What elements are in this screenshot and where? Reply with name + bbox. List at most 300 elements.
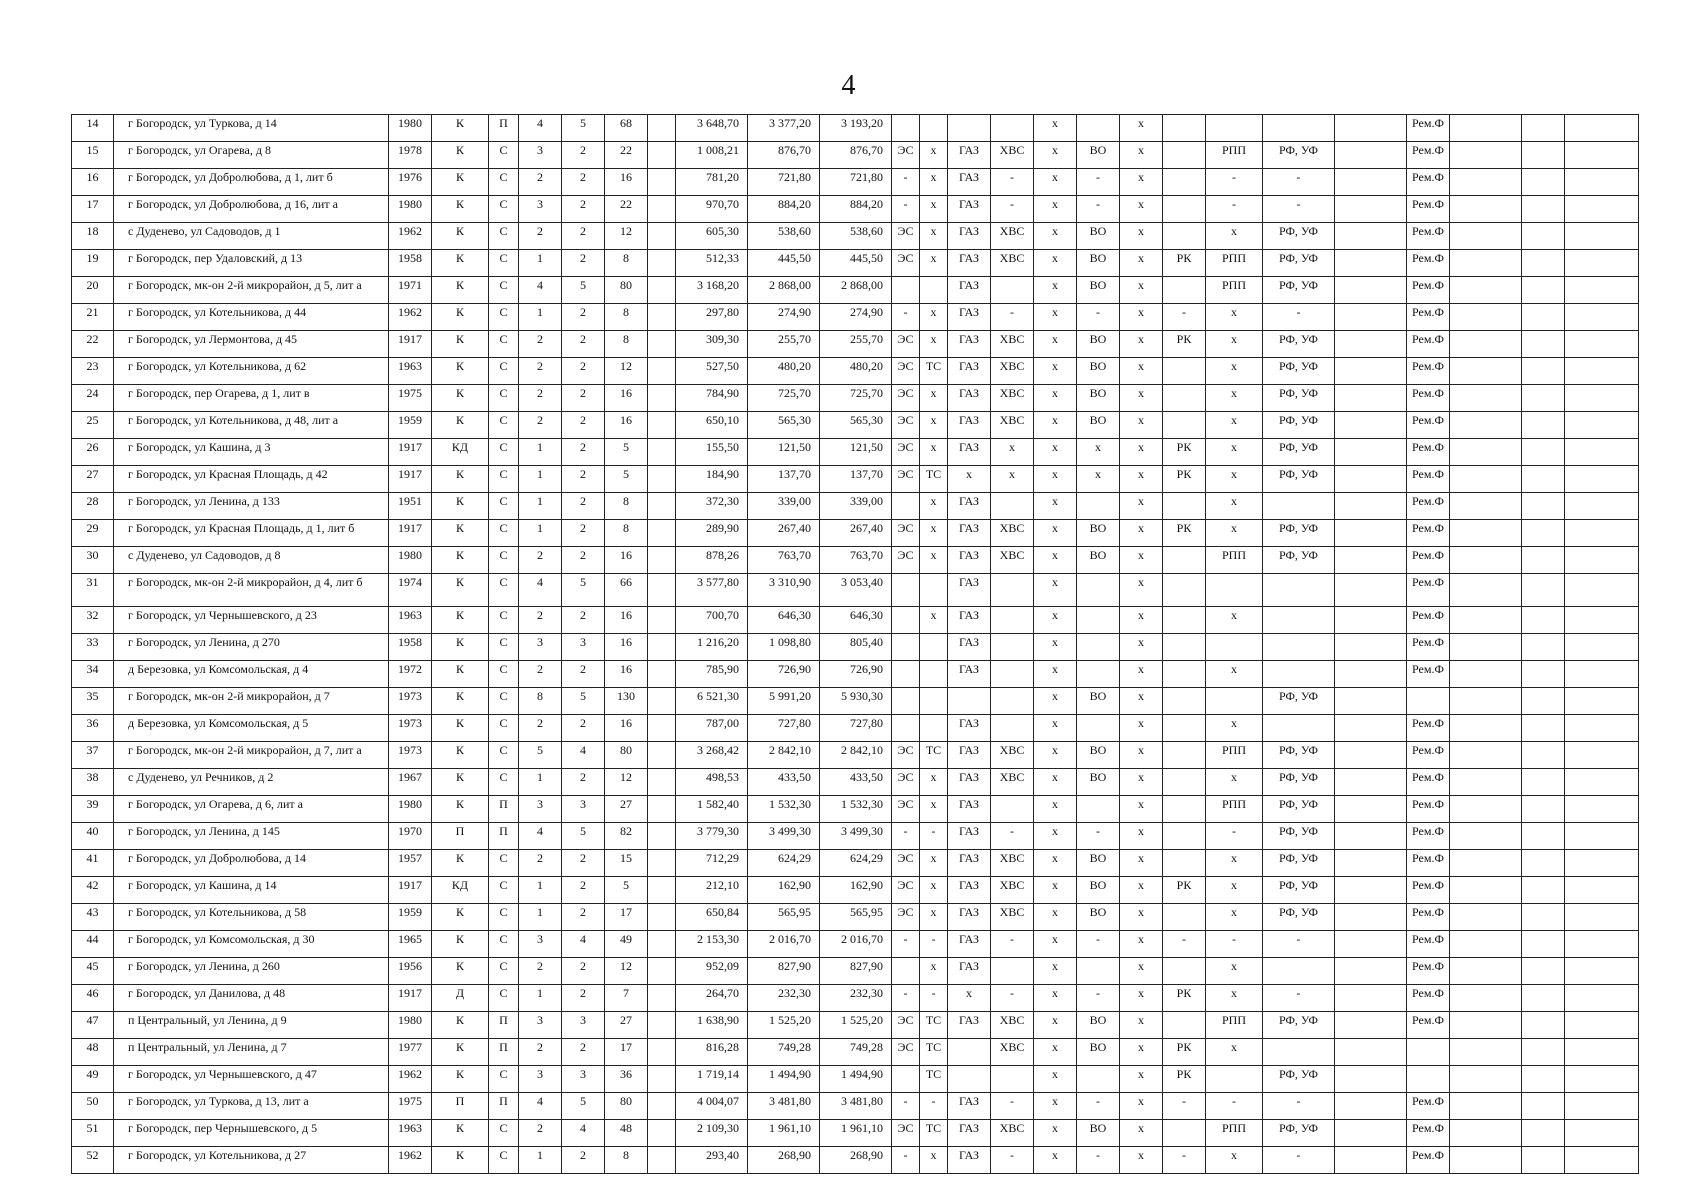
table-cell: х bbox=[1034, 1093, 1077, 1120]
table-cell: х bbox=[1034, 877, 1077, 904]
table-cell: ХВС bbox=[991, 223, 1034, 250]
table-cell: 5 bbox=[562, 115, 605, 142]
table-cell bbox=[648, 142, 676, 169]
table-cell bbox=[648, 169, 676, 196]
table-cell: ГАЗ bbox=[948, 196, 991, 223]
table-cell: х bbox=[920, 304, 948, 331]
table-cell bbox=[1522, 742, 1565, 769]
table-cell bbox=[648, 958, 676, 985]
table-row bbox=[72, 115, 1639, 142]
table-cell: х bbox=[1120, 634, 1163, 661]
table-cell bbox=[1565, 904, 1639, 931]
table-cell: 162,90 bbox=[820, 877, 892, 904]
table-cell: Рем.Ф bbox=[1407, 823, 1450, 850]
table-cell: 1 bbox=[519, 904, 562, 931]
table-cell bbox=[648, 769, 676, 796]
table-cell bbox=[1522, 169, 1565, 196]
table-cell: К bbox=[432, 1012, 489, 1039]
table-cell: х bbox=[920, 850, 948, 877]
table-cell: - bbox=[991, 169, 1034, 196]
table-cell: х bbox=[1206, 904, 1263, 931]
table-cell: К bbox=[432, 850, 489, 877]
table-cell: 2 bbox=[519, 331, 562, 358]
table-cell bbox=[648, 1120, 676, 1147]
table-cell bbox=[1565, 520, 1639, 547]
table-cell: К bbox=[432, 385, 489, 412]
table-cell: х bbox=[1120, 877, 1163, 904]
table-cell: 339,00 bbox=[820, 493, 892, 520]
table-cell: х bbox=[1206, 466, 1263, 493]
table-cell: 2 bbox=[562, 169, 605, 196]
table-cell: ТС bbox=[920, 1120, 948, 1147]
table-cell: Рем.Ф bbox=[1407, 223, 1450, 250]
table-cell bbox=[1077, 661, 1120, 688]
table-cell bbox=[1450, 688, 1522, 715]
row-number: 45 bbox=[72, 958, 114, 985]
table-cell: 727,80 bbox=[748, 715, 820, 742]
table-cell: 1977 bbox=[389, 1039, 432, 1066]
table-cell: - bbox=[991, 304, 1034, 331]
table-cell: П bbox=[489, 1012, 519, 1039]
address-cell: г Богородск, ул Котельникова, д 44 bbox=[114, 304, 389, 331]
table-cell bbox=[1335, 796, 1407, 823]
table-cell: 538,60 bbox=[748, 223, 820, 250]
table-cell: ЭС bbox=[892, 250, 920, 277]
table-cell: 2 bbox=[562, 850, 605, 877]
table-cell: ХВС bbox=[991, 331, 1034, 358]
table-cell: - bbox=[1163, 931, 1206, 958]
table-cell: 3 bbox=[562, 796, 605, 823]
table-cell: РФ, УФ bbox=[1263, 904, 1335, 931]
table-cell bbox=[648, 547, 676, 574]
table-cell: х bbox=[1206, 607, 1263, 634]
table-cell: РПП bbox=[1206, 1012, 1263, 1039]
table-cell: 2 bbox=[562, 661, 605, 688]
table-cell bbox=[1522, 520, 1565, 547]
table-cell: С bbox=[489, 358, 519, 385]
table-cell: РПП bbox=[1206, 142, 1263, 169]
address-cell: г Богородск, ул Добролюбова, д 1, лит б bbox=[114, 169, 389, 196]
address-cell: г Богородск, ул Туркова, д 13, лит а bbox=[114, 1093, 389, 1120]
table-cell: 1 961,10 bbox=[748, 1120, 820, 1147]
table-cell: РФ, УФ bbox=[1263, 1120, 1335, 1147]
table-cell: х bbox=[1034, 385, 1077, 412]
table-cell: 646,30 bbox=[748, 607, 820, 634]
table-cell: РК bbox=[1163, 985, 1206, 1012]
table-cell bbox=[1522, 904, 1565, 931]
table-cell: 289,90 bbox=[676, 520, 748, 547]
table-cell: х bbox=[1120, 169, 1163, 196]
table-cell bbox=[1450, 304, 1522, 331]
table-cell: х bbox=[1120, 547, 1163, 574]
table-cell: 48 bbox=[605, 1120, 648, 1147]
table-cell bbox=[648, 412, 676, 439]
table-cell: РПП bbox=[1206, 796, 1263, 823]
table-cell: 2 153,30 bbox=[676, 931, 748, 958]
table-cell bbox=[648, 277, 676, 304]
table-cell: К bbox=[432, 493, 489, 520]
table-cell: С bbox=[489, 634, 519, 661]
table-cell bbox=[892, 661, 920, 688]
table-cell: 1 494,90 bbox=[748, 1066, 820, 1093]
table-cell: 155,50 bbox=[676, 439, 748, 466]
table-cell: К bbox=[432, 304, 489, 331]
table-cell: х bbox=[1206, 1147, 1263, 1174]
table-cell bbox=[1522, 304, 1565, 331]
table-cell: ВО bbox=[1077, 1120, 1120, 1147]
table-cell bbox=[1565, 661, 1639, 688]
table-cell: - bbox=[892, 931, 920, 958]
table-cell: 5 bbox=[605, 877, 648, 904]
table-cell: 82 bbox=[605, 823, 648, 850]
table-cell: 22 bbox=[605, 142, 648, 169]
table-cell: - bbox=[1263, 1093, 1335, 1120]
table-cell bbox=[1077, 1066, 1120, 1093]
table-cell: ГАЗ bbox=[948, 850, 991, 877]
table-cell: х bbox=[920, 142, 948, 169]
table-cell: 781,20 bbox=[676, 169, 748, 196]
table-cell: 445,50 bbox=[748, 250, 820, 277]
table-cell bbox=[1450, 634, 1522, 661]
table-cell: ХВС bbox=[991, 850, 1034, 877]
table-cell: х bbox=[1120, 304, 1163, 331]
table-cell: 268,90 bbox=[820, 1147, 892, 1174]
table-cell bbox=[1450, 358, 1522, 385]
table-cell: х bbox=[1120, 1012, 1163, 1039]
row-number: 35 bbox=[72, 688, 114, 715]
table-cell: Рем.Ф bbox=[1407, 277, 1450, 304]
table-cell: х bbox=[1120, 823, 1163, 850]
table-cell bbox=[1335, 1147, 1407, 1174]
table-cell: - bbox=[892, 169, 920, 196]
address-cell: г Богородск, ул Кашина, д 3 bbox=[114, 439, 389, 466]
table-cell: х bbox=[1120, 769, 1163, 796]
table-cell bbox=[1263, 607, 1335, 634]
table-cell bbox=[1450, 1039, 1522, 1066]
table-cell: 3 bbox=[519, 1012, 562, 1039]
table-cell: К bbox=[432, 688, 489, 715]
table-cell: РК bbox=[1163, 520, 1206, 547]
table-cell bbox=[1522, 958, 1565, 985]
table-cell: х bbox=[1034, 250, 1077, 277]
table-cell: 1 bbox=[519, 466, 562, 493]
table-cell: 1 bbox=[519, 304, 562, 331]
table-cell: ГАЗ bbox=[948, 607, 991, 634]
table-cell: 725,70 bbox=[820, 385, 892, 412]
table-cell bbox=[1263, 1039, 1335, 1066]
table-cell: Рем.Ф bbox=[1407, 1120, 1450, 1147]
table-row bbox=[72, 574, 1639, 607]
table-cell: 498,53 bbox=[676, 769, 748, 796]
table-cell: Рем.Ф bbox=[1407, 169, 1450, 196]
table-cell: С bbox=[489, 985, 519, 1012]
table-cell: 565,30 bbox=[820, 412, 892, 439]
table-cell: 1975 bbox=[389, 1093, 432, 1120]
table-cell bbox=[648, 466, 676, 493]
table-cell: 1 bbox=[519, 493, 562, 520]
row-number: 27 bbox=[72, 466, 114, 493]
table-cell: - bbox=[991, 985, 1034, 1012]
table-cell: - bbox=[1077, 1093, 1120, 1120]
table-cell: ГАЗ bbox=[948, 661, 991, 688]
table-cell: х bbox=[1120, 196, 1163, 223]
table-cell bbox=[1565, 1093, 1639, 1120]
table-cell: 816,28 bbox=[676, 1039, 748, 1066]
table-cell bbox=[1335, 1039, 1407, 1066]
table-cell: 721,80 bbox=[748, 169, 820, 196]
table-cell: 1970 bbox=[389, 823, 432, 850]
table-cell: х bbox=[948, 466, 991, 493]
table-cell: 5 bbox=[605, 466, 648, 493]
table-cell: ХВС bbox=[991, 358, 1034, 385]
table-cell: х bbox=[1206, 385, 1263, 412]
table-cell: 16 bbox=[605, 547, 648, 574]
table-cell: 4 bbox=[562, 931, 605, 958]
table-cell: 2 bbox=[519, 661, 562, 688]
table-cell: ГАЗ bbox=[948, 142, 991, 169]
table-cell: х bbox=[1206, 985, 1263, 1012]
table-cell: 293,40 bbox=[676, 1147, 748, 1174]
row-number: 36 bbox=[72, 715, 114, 742]
table-cell: 726,90 bbox=[748, 661, 820, 688]
address-cell: г Богородск, пер Чернышевского, д 5 bbox=[114, 1120, 389, 1147]
table-cell bbox=[1450, 547, 1522, 574]
table-cell: ХВС bbox=[991, 250, 1034, 277]
table-cell: х bbox=[920, 607, 948, 634]
table-cell bbox=[1565, 223, 1639, 250]
table-cell: х bbox=[1120, 985, 1163, 1012]
table-cell: С bbox=[489, 196, 519, 223]
table-cell bbox=[1522, 985, 1565, 1012]
table-cell bbox=[991, 661, 1034, 688]
table-cell bbox=[1565, 466, 1639, 493]
table-cell bbox=[1450, 904, 1522, 931]
table-row bbox=[72, 385, 1639, 412]
table-cell: 137,70 bbox=[748, 466, 820, 493]
table-cell bbox=[1263, 661, 1335, 688]
table-cell: Рем.Ф bbox=[1407, 904, 1450, 931]
address-cell: г Богородск, ул Данилова, д 48 bbox=[114, 985, 389, 1012]
table-cell bbox=[1565, 634, 1639, 661]
table-cell bbox=[648, 520, 676, 547]
table-cell: Рем.Ф bbox=[1407, 796, 1450, 823]
table-cell: 1962 bbox=[389, 1147, 432, 1174]
table-cell: К bbox=[432, 466, 489, 493]
table-cell: ГАЗ bbox=[948, 331, 991, 358]
table-cell bbox=[648, 115, 676, 142]
table-cell: х bbox=[1120, 958, 1163, 985]
table-cell: ХВС bbox=[991, 385, 1034, 412]
table-cell: 2 bbox=[562, 877, 605, 904]
table-cell: х bbox=[1034, 1120, 1077, 1147]
table-cell bbox=[1565, 250, 1639, 277]
row-number: 34 bbox=[72, 661, 114, 688]
table-cell: 1 582,40 bbox=[676, 796, 748, 823]
table-cell: К bbox=[432, 223, 489, 250]
table-cell bbox=[1163, 823, 1206, 850]
table-cell: ВО bbox=[1077, 688, 1120, 715]
table-cell: х bbox=[1120, 466, 1163, 493]
table-cell: - bbox=[1163, 1147, 1206, 1174]
table-cell: х bbox=[1206, 223, 1263, 250]
table-cell: РК bbox=[1163, 250, 1206, 277]
table-cell: 255,70 bbox=[820, 331, 892, 358]
table-cell bbox=[1206, 115, 1263, 142]
table-cell bbox=[1077, 574, 1120, 607]
table-cell: С bbox=[489, 958, 519, 985]
table-cell: К bbox=[432, 331, 489, 358]
table-cell bbox=[991, 958, 1034, 985]
row-number: 20 bbox=[72, 277, 114, 304]
table-cell: РФ, УФ bbox=[1263, 439, 1335, 466]
table-cell: х bbox=[1120, 1039, 1163, 1066]
table-cell bbox=[1163, 661, 1206, 688]
table-cell: Рем.Ф bbox=[1407, 877, 1450, 904]
table-cell: 274,90 bbox=[748, 304, 820, 331]
table-cell: ГАЗ bbox=[948, 823, 991, 850]
table-cell: 784,90 bbox=[676, 385, 748, 412]
table-cell: РФ, УФ bbox=[1263, 250, 1335, 277]
table-cell: К bbox=[432, 277, 489, 304]
table-cell: - bbox=[1077, 196, 1120, 223]
table-cell: 2 bbox=[562, 607, 605, 634]
table-cell: 2 bbox=[562, 358, 605, 385]
table-cell: К bbox=[432, 661, 489, 688]
table-cell: РК bbox=[1163, 877, 1206, 904]
table-cell: 5 991,20 bbox=[748, 688, 820, 715]
table-cell bbox=[1450, 796, 1522, 823]
table-cell bbox=[1522, 493, 1565, 520]
table-cell: РК bbox=[1163, 1066, 1206, 1093]
table-row bbox=[72, 412, 1639, 439]
table-cell: х bbox=[920, 547, 948, 574]
table-row bbox=[72, 1066, 1639, 1093]
table-cell: - bbox=[920, 985, 948, 1012]
table-cell: х bbox=[920, 331, 948, 358]
table-cell: 1 532,30 bbox=[748, 796, 820, 823]
table-cell bbox=[1163, 493, 1206, 520]
table-cell: ГАЗ bbox=[948, 385, 991, 412]
table-cell: ЭС bbox=[892, 1039, 920, 1066]
table-cell bbox=[1565, 196, 1639, 223]
table-cell bbox=[1335, 520, 1407, 547]
table-cell: К bbox=[432, 142, 489, 169]
table-body bbox=[72, 115, 1639, 1174]
table-cell: Рем.Ф bbox=[1407, 607, 1450, 634]
table-cell bbox=[648, 877, 676, 904]
table-cell bbox=[1522, 1093, 1565, 1120]
table-cell: С bbox=[489, 607, 519, 634]
table-cell bbox=[1077, 715, 1120, 742]
table-cell: х bbox=[1206, 493, 1263, 520]
address-cell: г Богородск, ул Ленина, д 133 bbox=[114, 493, 389, 520]
table-row bbox=[72, 277, 1639, 304]
table-cell: С bbox=[489, 142, 519, 169]
table-cell: 15 bbox=[605, 850, 648, 877]
table-cell: 624,29 bbox=[820, 850, 892, 877]
table-cell: 8 bbox=[605, 331, 648, 358]
table-cell bbox=[648, 715, 676, 742]
table-cell: 2 bbox=[519, 223, 562, 250]
row-number: 15 bbox=[72, 142, 114, 169]
table-cell: 2 bbox=[519, 1039, 562, 1066]
table-cell bbox=[1335, 823, 1407, 850]
table-cell bbox=[648, 439, 676, 466]
table-cell bbox=[1163, 115, 1206, 142]
table-cell: РФ, УФ bbox=[1263, 742, 1335, 769]
table-cell: х bbox=[1206, 1039, 1263, 1066]
table-cell: 1 719,14 bbox=[676, 1066, 748, 1093]
table-cell: - bbox=[1077, 169, 1120, 196]
table-cell bbox=[1077, 796, 1120, 823]
table-cell: ЭС bbox=[892, 358, 920, 385]
table-cell: 3 481,80 bbox=[820, 1093, 892, 1120]
table-cell: 646,30 bbox=[820, 607, 892, 634]
table-row bbox=[72, 223, 1639, 250]
address-cell: с Дуденево, ул Речников, д 2 bbox=[114, 769, 389, 796]
table-cell bbox=[1522, 1066, 1565, 1093]
table-cell: 68 bbox=[605, 115, 648, 142]
table-cell: Рем.Ф bbox=[1407, 1093, 1450, 1120]
address-cell: г Богородск, ул Красная Площадь, д 42 bbox=[114, 466, 389, 493]
table-cell: ВО bbox=[1077, 877, 1120, 904]
table-cell: РПП bbox=[1206, 547, 1263, 574]
table-cell: х bbox=[920, 904, 948, 931]
table-cell: х bbox=[991, 439, 1034, 466]
table-cell bbox=[1522, 769, 1565, 796]
table-cell: 2 842,10 bbox=[820, 742, 892, 769]
row-number: 42 bbox=[72, 877, 114, 904]
table-cell: - bbox=[892, 304, 920, 331]
table-cell: - bbox=[1206, 169, 1263, 196]
table-row bbox=[72, 715, 1639, 742]
table-cell: Рем.Ф bbox=[1407, 115, 1450, 142]
table-cell: К bbox=[432, 904, 489, 931]
address-cell: д Березовка, ул Комсомольская, д 5 bbox=[114, 715, 389, 742]
table-cell bbox=[991, 607, 1034, 634]
table-cell bbox=[920, 634, 948, 661]
table-cell: К bbox=[432, 358, 489, 385]
table-cell: - bbox=[892, 823, 920, 850]
table-cell: 785,90 bbox=[676, 661, 748, 688]
table-cell bbox=[1450, 277, 1522, 304]
table-cell bbox=[1163, 547, 1206, 574]
table-row bbox=[72, 1093, 1639, 1120]
table-cell bbox=[1450, 661, 1522, 688]
table-cell: х bbox=[1034, 574, 1077, 607]
table-cell: 2 bbox=[519, 547, 562, 574]
table-cell bbox=[1163, 850, 1206, 877]
table-cell: РФ, УФ bbox=[1263, 1012, 1335, 1039]
table-cell bbox=[1450, 520, 1522, 547]
address-cell: г Богородск, ул Чернышевского, д 47 bbox=[114, 1066, 389, 1093]
table-cell: 1958 bbox=[389, 634, 432, 661]
table-cell: 726,90 bbox=[820, 661, 892, 688]
table-cell: 3 168,20 bbox=[676, 277, 748, 304]
address-cell: г Богородск, ул Кашина, д 14 bbox=[114, 877, 389, 904]
table-cell bbox=[648, 688, 676, 715]
table-cell: 268,90 bbox=[748, 1147, 820, 1174]
table-cell: х bbox=[1120, 574, 1163, 607]
table-cell: Рем.Ф bbox=[1407, 520, 1450, 547]
table-cell: 8 bbox=[605, 304, 648, 331]
table-cell: 2 bbox=[562, 466, 605, 493]
row-number: 44 bbox=[72, 931, 114, 958]
table-cell: ГАЗ bbox=[948, 412, 991, 439]
table-cell: РК bbox=[1163, 1039, 1206, 1066]
table-cell: 8 bbox=[519, 688, 562, 715]
table-cell bbox=[1163, 358, 1206, 385]
